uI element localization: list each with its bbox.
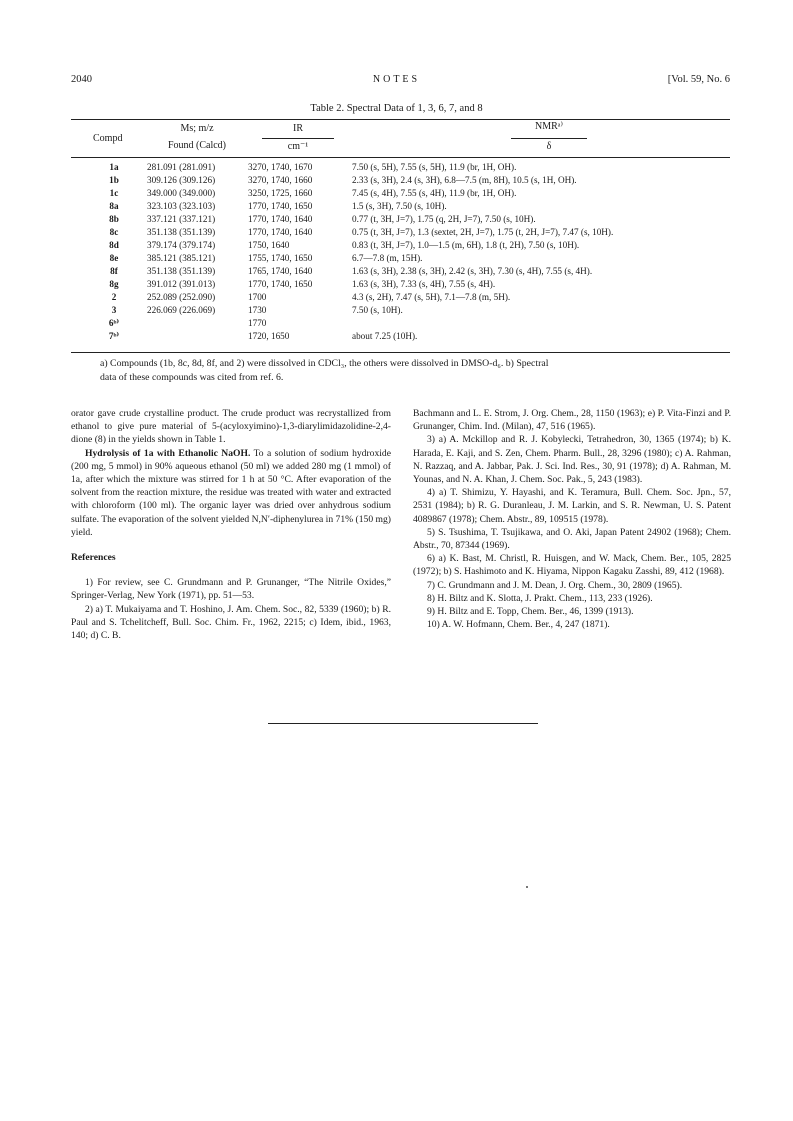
cell-ms: 337.121 (337.121) bbox=[147, 214, 216, 224]
reference-2-continued: Bachmann and L. E. Strom, J. Org. Chem., 28, 1150 (1963); e) P. Vita-Finzi and P. Grunanger, Chim. Ind. (Milan), 47, 516 (1965). bbox=[413, 408, 731, 433]
cell-nmr: 2.33 (s, 3H), 2.4 (s, 3H), 6.8—7.5 (m, 8H), 10.5 (s, 1H, OH). bbox=[352, 175, 577, 185]
cell-compd: 3 bbox=[111, 305, 117, 315]
table-row bbox=[71, 252, 730, 265]
cell-ms: 385.121 (385.121) bbox=[147, 253, 216, 263]
header-ir-unit: cm⁻¹ bbox=[287, 141, 309, 152]
cell-compd: 1a bbox=[109, 162, 119, 172]
cell-nmr: 1.63 (s, 3H), 2.38 (s, 3H), 2.42 (s, 3H), 7.30 (s, 4H), 7.55 (s, 4H). bbox=[352, 266, 593, 276]
table-bottom-rule bbox=[71, 352, 730, 353]
reference-5: 5) S. Tsushima, T. Tsujikawa, and O. Aki, Japan Patent 24902 (1968); Chem. Abstr., 70, 87344 (1969). bbox=[413, 526, 731, 552]
cell-ms: 351.138 (351.139) bbox=[147, 227, 216, 237]
cell-nmr: 4.3 (s, 2H), 7.47 (s, 5H), 7.1—7.8 (m, 5H). bbox=[352, 292, 511, 302]
header-ir: IR bbox=[293, 123, 303, 134]
end-of-article-rule bbox=[268, 723, 538, 724]
cell-nmr: 7.45 (s, 4H), 7.55 (s, 4H), 11.9 (br, 1H, OH). bbox=[352, 188, 517, 198]
table-row bbox=[71, 239, 730, 252]
left-column bbox=[71, 407, 391, 642]
reference-7: 7) C. Grundmann and J. M. Dean, J. Org. Chem., 30, 2809 (1965). bbox=[427, 579, 683, 591]
cell-ir: 1770, 1740, 1650 bbox=[248, 201, 313, 211]
cell-ir: 3270, 1740, 1660 bbox=[248, 175, 313, 185]
table-row bbox=[71, 200, 730, 213]
header-nmr: NMRᵃ⁾ bbox=[535, 121, 563, 132]
table-row bbox=[71, 317, 730, 330]
cell-ir: 1765, 1740, 1640 bbox=[248, 266, 313, 276]
cell-ms: 351.138 (351.139) bbox=[147, 266, 216, 276]
scan-speck bbox=[526, 886, 528, 888]
cell-nmr: about 7.25 (10H). bbox=[352, 331, 418, 341]
reference-4: 4) a) T. Shimizu, Y. Hayashi, and K. Teramura, Bull. Chem. Soc. Jpn., 57, 2531 (1984); b) R. G. Duranleau, J. M. Larkin, and S. R. Newman, U. S. Patent 4089867 (1978); Chem. Abstr., 89, 109515 (1978). bbox=[413, 487, 731, 525]
running-title: NOTES bbox=[372, 74, 421, 85]
cell-nmr: 7.50 (s, 10H). bbox=[352, 305, 403, 315]
table-header-rule bbox=[71, 157, 730, 158]
cell-compd: 8a bbox=[109, 201, 119, 211]
header-ms: Ms; m/z bbox=[180, 123, 214, 134]
cell-ir: 1700 bbox=[248, 292, 267, 302]
reference-3: 3) a) A. Mckillop and R. J. Kobylecki, Tetrahedron, 30, 1365 (1974); b) K. Harada, E. Kaji, and S. Zen, Chem. Pharm. Bull., 28, 3296 (1980); c) A. Rahman, N. Razzaq, and A. Jabbar, Pak. J. Sci. Ind. Res., 30, 91 (1978); d) A. Rahman, M. Younas, and N. A. Khan, J. Chem. Soc. Pak., 5, 243 (1983). bbox=[413, 434, 731, 486]
paragraph-procedure-end: orator gave crude crystalline product. The crude product was recrystallized from ethanol to give pure material of 5-(acyloxyimino)-1,3-diarylimidazolidine-2,4-dione (8) in the yields shown in Table 1. bbox=[71, 408, 391, 446]
header-ir-rule bbox=[262, 138, 334, 139]
table-row bbox=[71, 330, 730, 343]
cell-compd: 8g bbox=[109, 279, 119, 289]
cell-compd: 8d bbox=[109, 240, 119, 250]
table-row bbox=[71, 187, 730, 200]
table-row bbox=[71, 213, 730, 226]
paragraph-hydrolysis bbox=[71, 447, 391, 539]
table-row bbox=[71, 265, 730, 278]
cell-compd: 1c bbox=[109, 188, 119, 198]
cell-nmr: 7.50 (s, 5H), 7.55 (s, 5H), 11.9 (br, 1H, OH). bbox=[352, 162, 517, 172]
right-column bbox=[413, 407, 731, 631]
table-row bbox=[71, 304, 730, 317]
reference-2: 2) a) T. Mukaiyama and T. Hoshino, J. Am. Chem. Soc., 82, 5339 (1960); b) R. Paul and S. Tchelitcheff, Bull. Soc. Chim. Fr., 1962, 2215; c) Idem, ibid., 1963, 140; d) C. B. bbox=[71, 603, 391, 642]
page-number: 2040 bbox=[71, 74, 92, 85]
cell-ir: 1730 bbox=[248, 305, 267, 315]
cell-ir: 1770, 1740, 1640 bbox=[248, 214, 313, 224]
cell-compd: 8e bbox=[109, 253, 119, 263]
cell-compd: 6ᵇ⁾ bbox=[108, 318, 120, 328]
cell-compd: 2 bbox=[111, 292, 117, 302]
reference-1: 1) For review, see C. Grundmann and P. Grunanger, “The Nitrile Oxides,” Springer-Verlag, New York (1971), pp. 51—53. bbox=[71, 577, 391, 602]
reference-10: 10) A. W. Hofmann, Chem. Ber., 4, 247 (1871). bbox=[427, 619, 610, 631]
header-compd: Compd bbox=[93, 133, 123, 144]
cell-ms: 349.000 (349.000) bbox=[147, 188, 216, 198]
table-row bbox=[71, 226, 730, 239]
cell-ir: 1770 bbox=[248, 318, 267, 328]
cell-ms: 391.012 (391.013) bbox=[147, 279, 216, 289]
cell-compd: 7ᵇ⁾ bbox=[108, 331, 120, 341]
cell-compd: 8b bbox=[109, 214, 119, 224]
cell-ms: 309.126 (309.126) bbox=[147, 175, 216, 185]
cell-ir: 1770, 1740, 1650 bbox=[248, 279, 313, 289]
table-row bbox=[71, 174, 730, 187]
cell-nmr: 1.63 (s, 3H), 7.33 (s, 4H), 7.55 (s, 4H). bbox=[352, 279, 496, 289]
cell-ir: 1720, 1650 bbox=[248, 331, 290, 341]
cell-ms: 323.103 (323.103) bbox=[147, 201, 216, 211]
table-row bbox=[71, 161, 730, 174]
cell-nmr: 6.7—7.8 (m, 15H). bbox=[352, 253, 423, 263]
table-top-rule bbox=[71, 119, 730, 120]
cell-ir: 1755, 1740, 1650 bbox=[248, 253, 313, 263]
cell-nmr: 0.75 (t, 3H, J=7), 1.3 (sextet, 2H, J=7), 1.75 (t, 2H, J=7), 7.47 (s, 10H). bbox=[352, 227, 614, 237]
header-nmr-unit: δ bbox=[546, 141, 552, 152]
cell-nmr: 0.77 (t, 3H, J=7), 1.75 (q, 2H, J=7), 7.50 (s, 10H). bbox=[352, 214, 536, 224]
header-ms-sub: Found (Calcd) bbox=[167, 140, 227, 151]
table-footnote-line-1: a) Compounds (1b, 8c, 8d, 8f, and 2) were dissolved in CDCl₃, the others were dissolved in DMSO-d₆. b) Spectral bbox=[100, 358, 549, 369]
reference-9: 9) H. Biltz and E. Topp, Chem. Ber., 46, 1399 (1913). bbox=[427, 606, 634, 618]
header-nmr-rule bbox=[511, 138, 587, 139]
cell-ms: 281.091 (281.091) bbox=[147, 162, 216, 172]
volume-info: [Vol. 59, No. 6 bbox=[667, 74, 730, 85]
cell-ir: 3270, 1740, 1670 bbox=[248, 162, 313, 172]
cell-nmr: 1.5 (s, 3H), 7.50 (s, 10H). bbox=[352, 201, 447, 211]
cell-compd: 8f bbox=[110, 266, 118, 276]
cell-ir: 1770, 1740, 1640 bbox=[248, 227, 313, 237]
cell-ir: 3250, 1725, 1660 bbox=[248, 188, 313, 198]
reference-8: 8) H. Biltz and K. Slotta, J. Prakt. Chem., 113, 233 (1926). bbox=[427, 592, 653, 604]
table-footnote bbox=[100, 357, 720, 385]
table-row bbox=[71, 291, 730, 304]
cell-compd: 1b bbox=[109, 175, 119, 185]
table-caption: Table 2. Spectral Data of 1, 3, 6, 7, and 8 bbox=[310, 103, 483, 114]
table-row bbox=[71, 278, 730, 291]
cell-compd: 8c bbox=[109, 227, 119, 237]
table-footnote-line-2: data of these compounds was cited from ref. 6. bbox=[100, 372, 284, 383]
cell-ms: 379.174 (379.174) bbox=[147, 240, 216, 250]
cell-ir: 1750, 1640 bbox=[248, 240, 290, 250]
cell-ms: 226.069 (226.069) bbox=[147, 305, 216, 315]
paragraph-hydrolysis-body: To a solution of sodium hydroxide (200 mg, 5 mmol) in 90% aqueous ethanol (50 ml) we added 280 mg (1 mmol) of 1a, after which the mixture was stirred for 1 h at 50 °C. After evaporation of the solvent from the reaction mixture, the residue was treated with water and extracted with chloroform (100 ml). The organic layer was dried over anhydrous sodium sulfate. The evaporation of the solvent yielded N,N′-diphenylurea in 71% (150 mg) yield. bbox=[71, 447, 391, 538]
cell-ms: 252.089 (252.090) bbox=[147, 292, 216, 302]
cell-nmr: 0.83 (t, 3H, J=7), 1.0—1.5 (m, 6H), 1.8 (t, 2H), 7.50 (s, 10H). bbox=[352, 240, 580, 250]
section-heading-hydrolysis: Hydrolysis of 1a with Ethanolic NaOH. bbox=[85, 447, 251, 459]
reference-6: 6) a) K. Bast, M. Christl, R. Huisgen, and W. Mack, Chem. Ber., 105, 2825 (1972); b) S. Hashimoto and K. Hiyama, Nippon Kagaku Zasshi, 89, 412 (1968). bbox=[413, 553, 731, 578]
references-heading: References bbox=[71, 552, 116, 564]
